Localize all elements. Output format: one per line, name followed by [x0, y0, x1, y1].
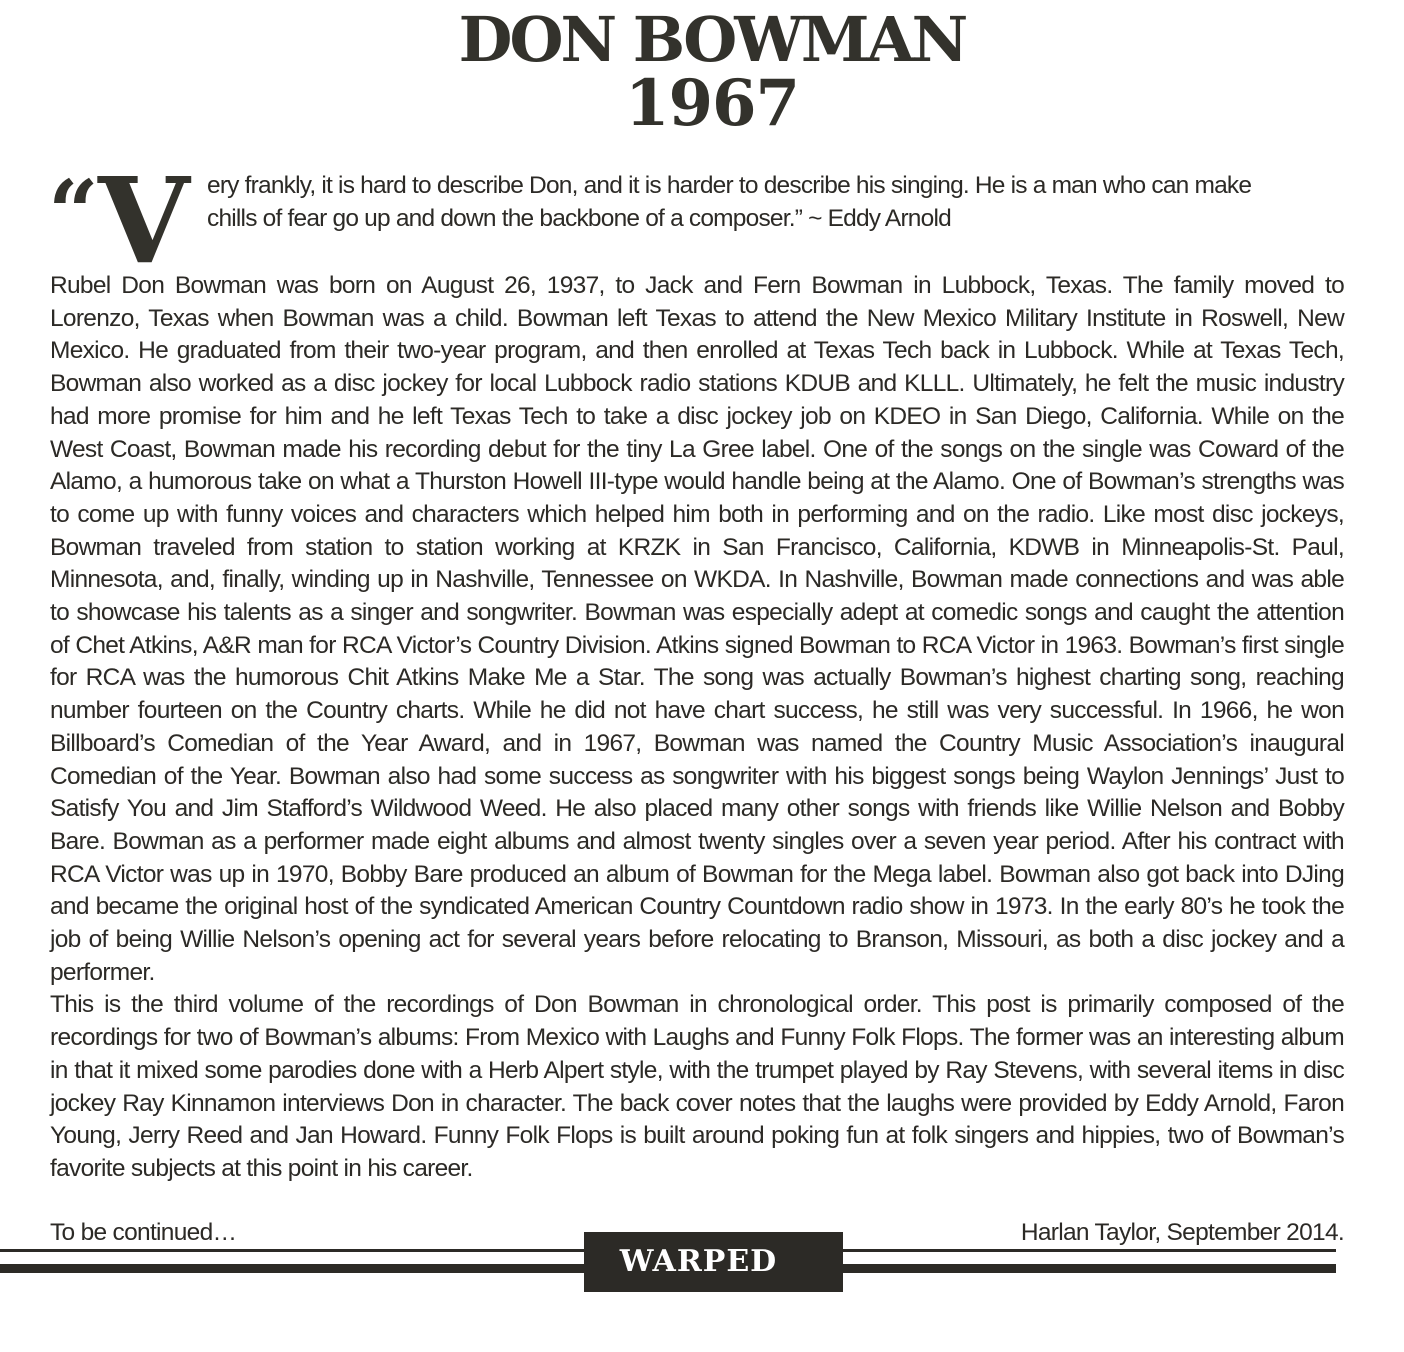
- drop-cap-letter: V: [98, 151, 190, 290]
- page-title: [0, 3, 1404, 141]
- catalog-badge: [584, 1232, 843, 1339]
- epigraph-quote: [207, 170, 1357, 235]
- footer-rule-thick-right: [843, 1264, 1336, 1273]
- quote-line: ery frankly, it is hard to describe Don, and it is harder to describe his singing. He is a man who can make: [207, 172, 1252, 199]
- biography-paragraph: Rubel Don Bowman was born on August 26, 1937, to Jack and Fern Bowman in Lubbock, Texas. The family moved to Lorenzo, Texas when Bowman was a child. Bowman left Texas to attend the New Mexico Military Institute in Roswell, New Mexico. He graduated from their two-year program, and then enrolled at Texas Tech back in Lubbock. While at Texas Tech, Bowman also worked as a disc jockey for local Lubbock radio stations KDUB and KLLL. Ultimately, he felt the music industry had more promise for him and he left Texas Tech to take a disc jockey job on KDEO in San Diego, California. While on the West Coast, Bowman made his recording debut for the tiny La Gree label. One of the songs on the single was Coward of the Alamo, a humorous take on what a Thurston Howell III-type would handle being at the Alamo. One of Bowman’s strengths was to come up with funny voices and characters which helped him both in performing and on the radio. Like most disc jockeys, Bowman traveled from station to station working at KRZK in San Francisco, California, KDWB in Minneapolis-St. Paul, Minnesota, and, finally, winding up in Nashville, Tennessee on WKDA. In Nashville, Bowman made connections and was able to showcase his talents as a singer and songwriter. Bowman was especially adept at comedic songs and caught the attention of Chet Atkins, A&R man for RCA Victor’s Country Division. Atkins signed Bowman to RCA Victor in 1963. Bowman’s first single for RCA was the humorous Chit Atkins Make Me a Star. The song was actually Bowman’s highest charting song, reaching number fourteen on the Country charts. While he did not have chart success, he still was very successful. In 1966, he won Billboard’s Comedian of the Year Award, and in 1967, Bowman was named the Country Music Association’s inaugural Comedian of the Year. Bowman also had some success as songwriter with his biggest songs being Waylon Jennings’ Just to Satisfy You and Jim Stafford’s Wildwood Weed. He also placed many other songs with friends like Willie Nelson and Bobby Bare. Bowman as a performer made eight albums and almost twenty singles over a seven year period. After his contract with RCA Victor was up in 1970, Bobby Bare produced an album of Bowman for the Mega label. Bowman also got back into DJing and became the original host of the syndicated American Country Countdown radio show in 1973. In the early 80’s he took the job of being Willie Nelson’s opening act for several years before relocating to Branson, Missouri, as both a disc jockey and a performer.: [50, 272, 1344, 986]
- label-name: WARPED: [619, 1244, 778, 1279]
- artist-name: DON BOWMAN: [458, 3, 966, 76]
- article-body: [50, 270, 1344, 1186]
- author-signature: Harlan Taylor, September 2014.: [1020, 1219, 1344, 1246]
- footer-rule-thick-left: [0, 1264, 584, 1273]
- catalog-number: 6706: [669, 1304, 758, 1339]
- release-year: 1967: [624, 66, 800, 141]
- opening-quote-mark: “: [48, 160, 93, 264]
- quote-line: chills of fear go up and down the backbone of a composer.” ~ Eddy Arnold: [207, 204, 951, 232]
- footer-rule-thin-right: [843, 1249, 1336, 1252]
- volume-paragraph: This is the third volume of the recordings of Don Bowman in chronological order. This post is primarily composed of the recordings for two of Bowman’s albums: From Mexico with Laughs and Funny Folk Flops. The former was an interesting album in that it mixed some parodies done with a Herb Alpert style, with the trumpet played by Ray Stevens, with several items in disc jockey Ray Kinnamon interviews Don in character. The back cover notes that the laughs were provided by Eddy Arnold, Faron Young, Jerry Reed and Jan Howard. Funny Folk Flops is built around poking fun at folk singers and hippies, two of Bowman’s favorite subjects at this point in his career.: [50, 991, 1344, 1182]
- to-be-continued-text: To be continued…: [50, 1219, 237, 1246]
- footer-rule-thin-left: [0, 1249, 584, 1252]
